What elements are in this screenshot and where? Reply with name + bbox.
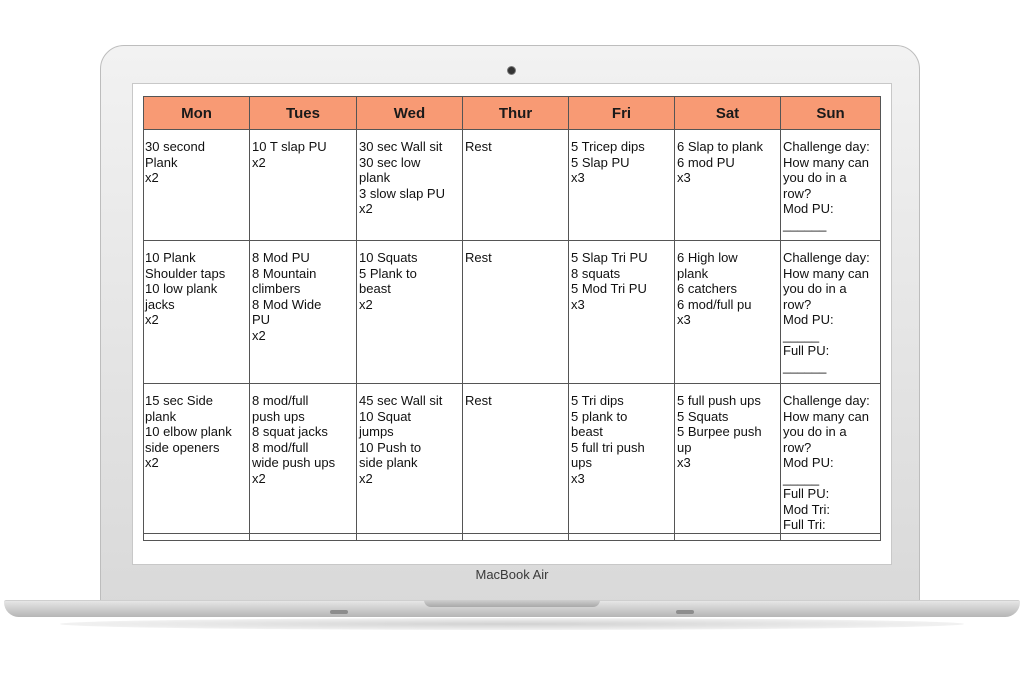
workout-cell[interactable]: Rest <box>463 241 569 384</box>
week-row-3 <box>144 384 881 534</box>
footer-cell <box>357 533 463 540</box>
laptop-foot <box>330 610 348 614</box>
week-row-2 <box>144 241 881 384</box>
workout-cell[interactable]: 45 sec Wall sit 10 Squat jumps 10 Push to side plank x2 <box>357 384 463 534</box>
workout-cell[interactable]: Challenge day: How many can you do in a row? Mod PU: ______ <box>781 130 881 241</box>
workout-cell[interactable]: 6 Slap to plank 6 mod PU x3 <box>675 130 781 241</box>
workout-cell[interactable]: 8 mod/full push ups 8 squat jacks 8 mod/full wide push ups x2 <box>250 384 357 534</box>
workout-cell[interactable]: 15 sec Side plank 10 elbow plank side openers x2 <box>144 384 250 534</box>
workout-cell[interactable]: Rest <box>463 384 569 534</box>
workout-cell[interactable]: 10 Plank Shoulder taps 10 low plank jacks x2 <box>144 241 250 384</box>
footer-cell <box>144 533 250 540</box>
workout-calendar-table <box>143 96 881 541</box>
day-header-fri: Fri <box>569 97 675 130</box>
workout-cell[interactable]: Challenge day: How many can you do in a row? Mod PU: _____ Full PU: ______ <box>781 241 881 384</box>
day-header-mon: Mon <box>144 97 250 130</box>
workout-cell[interactable]: 5 Tricep dips 5 Slap PU x3 <box>569 130 675 241</box>
laptop-foot <box>676 610 694 614</box>
table-footer-row <box>144 533 881 540</box>
day-header-tues: Tues <box>250 97 357 130</box>
laptop-shadow <box>60 618 964 630</box>
workout-cell[interactable]: Challenge day: How many can you do in a row? Mod PU: _____ Full PU: Mod Tri: Full Tri: <box>781 384 881 534</box>
footer-cell <box>250 533 357 540</box>
day-header-wed: Wed <box>357 97 463 130</box>
screen <box>132 83 892 565</box>
footer-cell <box>781 533 881 540</box>
footer-cell <box>569 533 675 540</box>
day-header-sun: Sun <box>781 97 881 130</box>
week-row-1 <box>144 130 881 241</box>
workout-cell[interactable]: 30 sec Wall sit 30 sec low plank 3 slow slap PU x2 <box>357 130 463 241</box>
workout-cell[interactable]: 30 second Plank x2 <box>144 130 250 241</box>
workout-cell[interactable]: 5 Tri dips 5 plank to beast 5 full tri push ups x3 <box>569 384 675 534</box>
workout-cell[interactable]: 10 T slap PU x2 <box>250 130 357 241</box>
workout-cell[interactable]: 6 High low plank 6 catchers 6 mod/full pu x3 <box>675 241 781 384</box>
header-row <box>144 97 881 130</box>
laptop-opening-notch <box>424 600 600 607</box>
device-label: MacBook Air <box>475 567 549 582</box>
camera-icon <box>507 66 516 75</box>
workout-cell[interactable]: 5 Slap Tri PU 8 squats 5 Mod Tri PU x3 <box>569 241 675 384</box>
day-header-thur: Thur <box>463 97 569 130</box>
workout-cell[interactable]: 5 full push ups 5 Squats 5 Burpee push up x3 <box>675 384 781 534</box>
day-header-sat: Sat <box>675 97 781 130</box>
workout-cell[interactable]: 8 Mod PU 8 Mountain climbers 8 Mod Wide PU x2 <box>250 241 357 384</box>
footer-cell <box>675 533 781 540</box>
workout-cell[interactable]: Rest <box>463 130 569 241</box>
footer-cell <box>463 533 569 540</box>
workout-cell[interactable]: 10 Squats 5 Plank to beast x2 <box>357 241 463 384</box>
